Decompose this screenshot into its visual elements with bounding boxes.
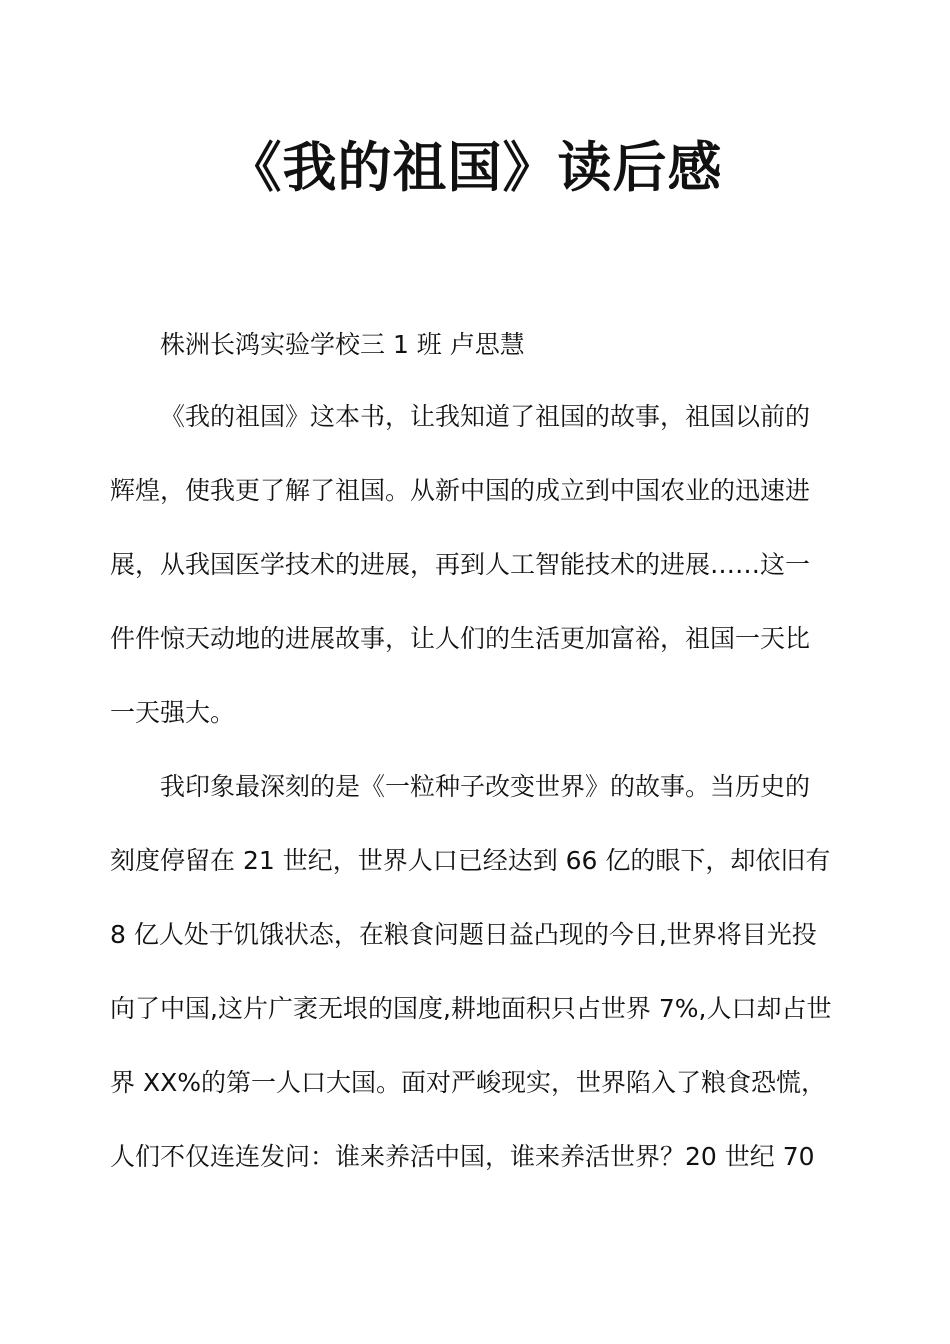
paragraph-2-line-4: 向了中国,这片广袤无垠的国度,耕地面积只占世界 7%,人口却占世	[110, 994, 832, 1023]
paragraph-2-line-1: 我印象最深刻的是《一粒种子改变世界》的故事。当历史的	[160, 772, 811, 801]
paragraph-2-line-6: 人们不仅连连发问：谁来养活中国，谁来养活世界？20 世纪 70	[110, 1142, 815, 1171]
paragraph-2-line-3: 8 亿人处于饥饿状态，在粮食问题日益凸现的今日,世界将目光投	[110, 920, 817, 949]
paragraph-2-line-5: 界 XX%的第一人口大国。面对严峻现实，世界陷入了粮食恐慌，	[110, 1068, 826, 1097]
paragraph-2-line-2: 刻度停留在 21 世纪，世界人口已经达到 66 亿的眼下，却依旧有	[110, 846, 831, 875]
paragraph-1-line-2: 辉煌，使我更了解了祖国。从新中国的成立到中国农业的迅速进	[110, 476, 811, 505]
paragraph-1-line-1: 《我的祖国》这本书，让我知道了祖国的故事，祖国以前的	[160, 402, 811, 431]
document-body	[110, 327, 840, 1175]
paragraph-1-line-5: 一天强大。	[110, 698, 236, 727]
paragraph-1-line-3: 展，从我国医学技术的进展，再到人工智能技术的进展……这一	[110, 550, 811, 579]
author-line: 株洲长鸿实验学校三 1 班 卢思慧	[160, 330, 525, 359]
paragraph-1-line-4: 件件惊天动地的进展故事，让人们的生活更加富裕，祖国一天比	[110, 624, 811, 653]
document-title: 《我的祖国》读后感	[227, 136, 723, 199]
